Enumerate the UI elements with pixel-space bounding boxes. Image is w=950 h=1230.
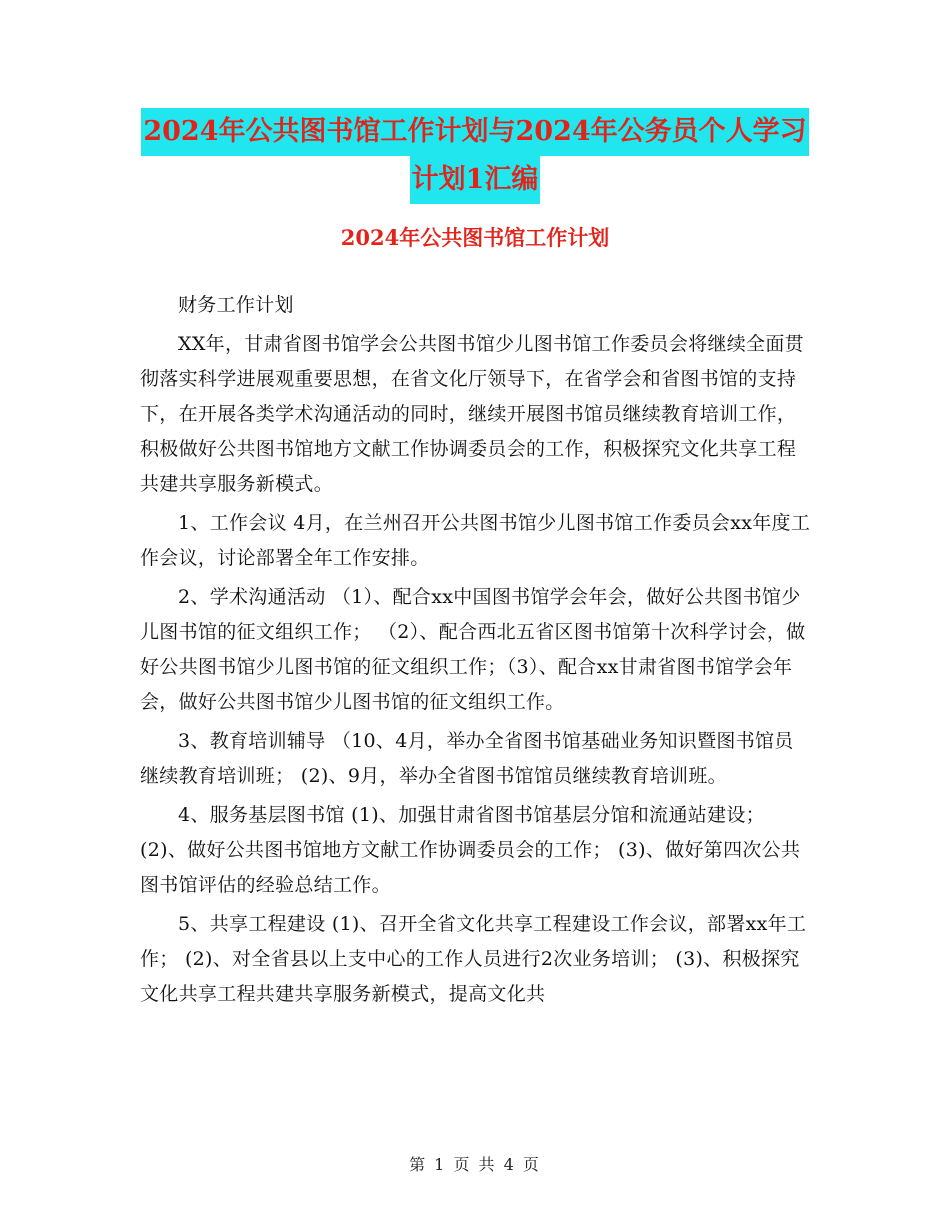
paragraph: 2、学术沟通活动 （1）、配合xx中国图书馆学会年会，做好公共图书馆少儿图书馆的征文组织工作； （2）、配合西北五省区图书馆第十次科学讨会，做好公共图书馆少儿图书馆的征文组织工作；（3）、配合xx甘肃省图书馆学会年会，做好公共图书馆少儿图书馆的征文组织工作。: [140, 586, 806, 713]
paragraph: 4、服务基层图书馆 (1)、加强甘肃省图书馆基层分馆和流通站建设； (2)、做好公共图书馆地方文献工作协调委员会的工作； (3)、做好第四次公共图书馆评估的经验总结工作。: [140, 804, 801, 896]
paragraph: 3、教育培训辅导 （10、4月，举办全省图书馆基础业务知识暨图书馆员继续教育培训班； (2)、9月，举办全省图书馆馆员继续教育培训班。: [140, 730, 794, 787]
title-line-2: 计划1汇编: [410, 156, 541, 204]
title-line-1: 2024年公共图书馆工作计划与2024年公务员个人学习: [141, 108, 808, 156]
section-heading: 2024年公共图书馆工作计划: [340, 225, 610, 250]
page-footer: 第 1 页 共 4 页: [409, 1155, 541, 1174]
document-body: [140, 288, 812, 1016]
paragraph: 1、工作会议 4月，在兰州召开公共图书馆少儿图书馆工作委员会xx年度工作会议，讨论部署全年工作安排。: [140, 512, 811, 569]
document-title: [0, 108, 950, 204]
paragraph: 5、共享工程建设 (1)、召开全省文化共享工程建设工作会议，部署xx年工作； (2)、对全省县以上支中心的工作人员进行2次业务培训； (3)、积极探究文化共享工程共建共享服务新模式，提高文化共: [140, 913, 807, 1005]
paragraph: 财务工作计划: [178, 294, 294, 316]
paragraph: XX年，甘肃省图书馆学会公共图书馆少儿图书馆工作委员会将继续全面贯彻落实科学进展观重要思想，在省文化厅领导下，在省学会和省图书馆的支持下，在开展各类学术沟通活动的同时，继续开展图书馆员继续教育培训工作，积极做好公共图书馆地方文献工作协调委员会的工作，积极探究文化共享工程共建共享服务新模式。: [140, 333, 804, 495]
